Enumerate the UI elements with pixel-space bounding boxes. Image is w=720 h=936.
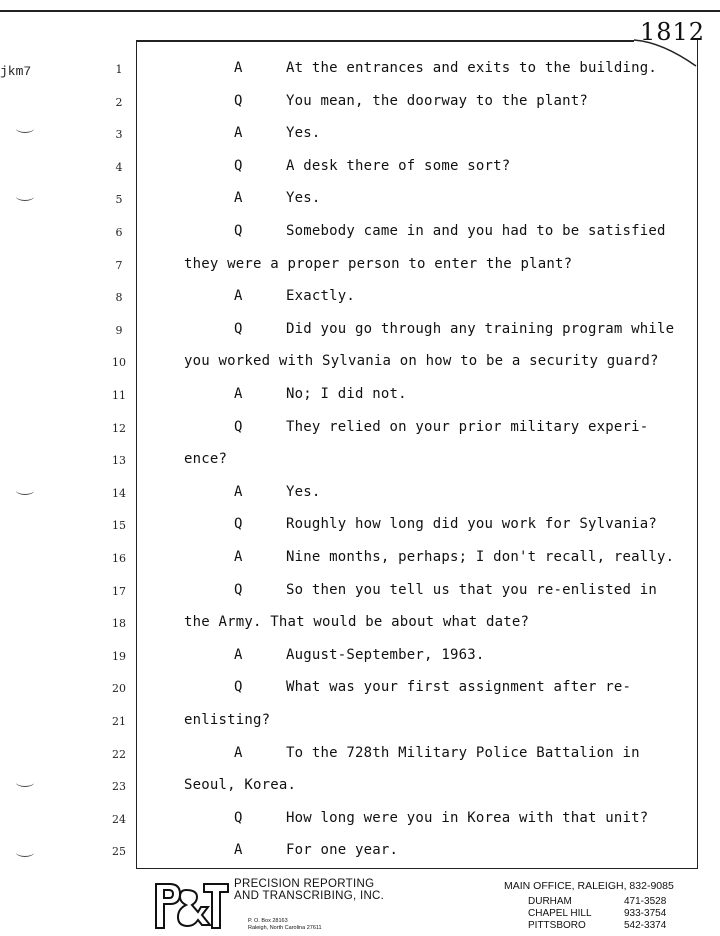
- line-number: 15: [112, 519, 126, 533]
- office-phone: 471-3528: [624, 896, 667, 907]
- speaker-label: Q: [234, 418, 243, 435]
- transcript-line-text: August-September, 1963.: [286, 646, 485, 663]
- office-city: DURHAM: [528, 896, 572, 907]
- speaker-label: A: [234, 646, 243, 663]
- line-number: 11: [112, 389, 126, 402]
- binder-hole-mark: [16, 778, 34, 787]
- line-number: 2: [115, 95, 123, 109]
- line-number: 22: [112, 747, 126, 761]
- line-number: 10: [112, 356, 126, 370]
- line-number: 16: [112, 552, 126, 565]
- speaker-label: Q: [234, 516, 243, 533]
- pt-logo: [152, 880, 230, 932]
- line-number: 4: [115, 160, 123, 174]
- speaker-label: A: [234, 60, 243, 76]
- main-office: MAIN OFFICE, RALEIGH, 832-9085: [504, 880, 674, 892]
- office-phone: 542-3374: [624, 920, 667, 931]
- transcript-line-text: the Army. That would be about what date?: [184, 614, 530, 631]
- transcript-line-text: Did you go through any training program while: [286, 320, 675, 337]
- line-number: 20: [112, 682, 126, 696]
- line-number: 23: [112, 780, 126, 794]
- transcript-line-text: Yes.: [286, 125, 321, 142]
- speaker-label: A: [234, 549, 243, 565]
- speaker-label: A: [234, 386, 243, 402]
- speaker-label: A: [234, 744, 243, 761]
- speaker-label: A: [234, 483, 243, 500]
- speaker-label: Q: [234, 223, 243, 239]
- line-number: 25: [112, 845, 126, 859]
- po-box: P. O. Box 28163: [248, 918, 288, 924]
- transcript-line-text: A desk there of some sort?: [286, 157, 511, 174]
- company-name-line1: PRECISION REPORTING: [234, 878, 375, 890]
- speaker-label: A: [234, 842, 243, 859]
- line-number: 19: [112, 649, 126, 663]
- speaker-label: A: [234, 288, 243, 305]
- binder-hole-mark: [16, 848, 34, 857]
- line-number: 13: [112, 454, 126, 468]
- line-number: 9: [115, 323, 123, 337]
- binder-hole-mark: [16, 486, 34, 495]
- office-city: CHAPEL HILL: [528, 908, 592, 919]
- company-name-line2: AND TRANSCRIBING, INC.: [234, 890, 385, 902]
- company-city: Raleigh, North Carolina 27611: [248, 925, 322, 931]
- line-number: 6: [115, 226, 123, 239]
- line-number: 21: [112, 715, 126, 728]
- transcript-line-text: you worked with Sylvania on how to be a security guard?: [184, 353, 659, 370]
- transcript-line-text: Yes.: [286, 190, 321, 207]
- transcript-line-text: Exactly.: [286, 288, 356, 305]
- transcript-line-text: You mean, the doorway to the plant?: [286, 92, 589, 109]
- line-number: 24: [112, 812, 126, 826]
- speaker-label: A: [234, 190, 243, 207]
- line-number: 14: [112, 486, 126, 500]
- transcript-line-text: For one year.: [286, 842, 399, 859]
- speaker-label: Q: [234, 157, 243, 174]
- transcript-line-text: ence?: [184, 451, 228, 468]
- transcript-line-text: So then you tell us that you re-enlisted in: [286, 581, 658, 598]
- transcript-line-text: At the entrances and exits to the building.: [286, 60, 658, 76]
- speaker-label: A: [234, 125, 243, 142]
- speaker-label: Q: [234, 92, 243, 109]
- transcript-line-text: Seoul, Korea.: [184, 777, 297, 794]
- transcript-line-text: To the 728th Military Police Battalion in: [286, 744, 640, 761]
- speaker-label: Q: [234, 581, 243, 598]
- line-number: 5: [115, 193, 123, 207]
- transcript-line-text: They relied on your prior military experi-: [286, 418, 649, 435]
- speaker-label: Q: [234, 809, 243, 826]
- line-number: 18: [112, 617, 126, 631]
- line-number: 8: [115, 291, 123, 305]
- transcript-line-text: Somebody came in and you had to be satisfied: [286, 223, 666, 239]
- transcript-line-text: Roughly how long did you work for Sylvania?: [286, 516, 658, 533]
- binder-hole-mark: [16, 124, 34, 133]
- speaker-label: Q: [234, 679, 243, 696]
- transcript-line-text: they were a proper person to enter the plant?: [184, 255, 573, 272]
- transcript-line-text: How long were you in Korea with that unit?: [286, 809, 649, 826]
- logo-text: P&T: [152, 880, 154, 881]
- transcript-line-text: Nine months, perhaps; I don't recall, really.: [286, 549, 675, 565]
- page-number: 1812: [640, 18, 706, 46]
- line-number: 1: [115, 63, 123, 76]
- line-number: 7: [115, 258, 123, 272]
- reporter-initials: jkm7: [0, 64, 32, 79]
- transcript-line-text: What was your first assignment after re-: [286, 679, 632, 696]
- line-number: 17: [112, 584, 126, 598]
- transcript-line-text: Yes.: [286, 483, 321, 500]
- line-number: 12: [112, 421, 126, 435]
- line-number: 3: [115, 128, 123, 142]
- speaker-label: Q: [234, 320, 243, 337]
- transcript-line-text: enlisting?: [184, 712, 271, 728]
- binder-hole-mark: [16, 192, 34, 201]
- office-phone: 933-3754: [624, 908, 667, 919]
- top-rule: [0, 10, 720, 12]
- transcript-line-text: No; I did not.: [286, 386, 407, 402]
- office-city: PITTSBORO: [528, 920, 586, 931]
